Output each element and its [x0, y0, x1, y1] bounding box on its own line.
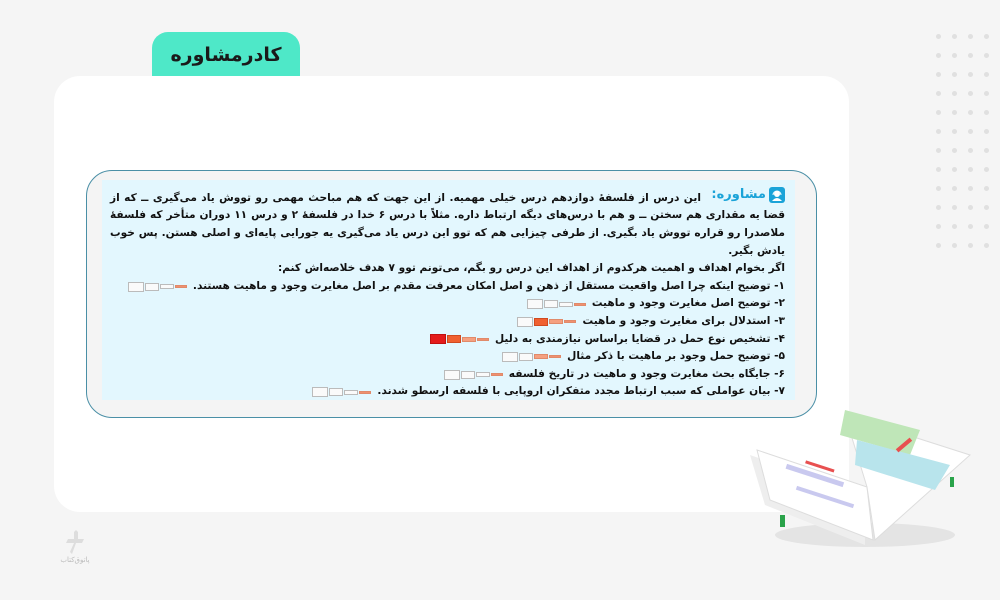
advisor-label: مشاوره: — [711, 187, 766, 202]
decorative-dot — [984, 167, 989, 172]
decorative-dot — [936, 224, 941, 229]
decorative-dot — [952, 186, 957, 191]
decorative-dot — [952, 91, 957, 96]
decorative-dot — [968, 167, 973, 172]
decorative-dot — [936, 129, 941, 134]
goal-item — [110, 383, 785, 401]
decorative-dot-grid — [936, 34, 1000, 248]
decorative-dot — [984, 243, 989, 248]
decorative-dot — [984, 205, 989, 210]
decorative-dot — [936, 110, 941, 115]
difficulty-meter-icon — [312, 387, 371, 397]
goal-text: ۱- توضیح اینکه چرا اصل واقعیت مستقل از ذهن و اصل امکان معرفت مقدم بر اصل مغایرت وجود و ماهیت هستند. — [192, 279, 785, 292]
goal-item — [110, 278, 785, 296]
goal-text: ۳- استدلال برای مغایرت وجود و ماهیت — [582, 314, 785, 327]
goal-item — [110, 295, 785, 313]
decorative-dot — [952, 205, 957, 210]
advisor-text: این درس از فلسفهٔ دوازدهم درس خیلی مهمیه. از این جهت که هم مباحث مهمی رو تووش یاد می‌گیری ــ که از قضا یه مقداری هم سختن ــ و هم با درس‌های دیگه ارتباط داره. مثلاً با درس ۶ خدا در فلسفهٔ ۲ و درس ۱۱ دوران متأخر که فلسفهٔ ملاصدرا رو قراره تووش یاد بگیری. از طرفی چیزایی هم که توو این درس یاد می‌گیری یه جورایی پایه‌ای و اصلی هستن. پس خوب یادش بگیر. — [110, 191, 786, 257]
decorative-dot — [968, 205, 973, 210]
goal-item — [110, 348, 785, 366]
decorative-dot — [984, 110, 989, 115]
decorative-dot — [936, 72, 941, 77]
decorative-dot — [936, 148, 941, 153]
goal-item — [110, 366, 785, 384]
decorative-dot — [952, 110, 957, 115]
decorative-dot — [952, 53, 957, 58]
decorative-dot — [952, 224, 957, 229]
decorative-dot — [968, 129, 973, 134]
decorative-dot — [952, 243, 957, 248]
decorative-dot — [984, 129, 989, 134]
difficulty-meter-icon — [444, 370, 503, 380]
difficulty-meter-icon — [527, 299, 586, 309]
decorative-dot — [936, 186, 941, 191]
decorative-dot — [952, 148, 957, 153]
decorative-dot — [984, 148, 989, 153]
decorative-dot — [968, 148, 973, 153]
difficulty-meter-icon — [430, 334, 489, 344]
decorative-dot — [952, 34, 957, 39]
advisor-box — [102, 180, 795, 400]
difficulty-meter-icon — [517, 317, 576, 327]
decorative-dot — [968, 53, 973, 58]
brand-logo — [55, 530, 95, 570]
decorative-dot — [952, 167, 957, 172]
difficulty-meter-icon — [502, 352, 561, 362]
decorative-dot — [936, 205, 941, 210]
decorative-dot — [968, 72, 973, 77]
decorative-dot — [984, 53, 989, 58]
goal-item — [110, 331, 785, 349]
headset-person-icon — [769, 187, 785, 203]
advisor-heading — [705, 186, 785, 204]
goal-text: ۴- تشخیص نوع حمل در قضایا براساس نیازمندی به دلیل — [494, 332, 785, 345]
section-tab-title: کادرمشاوره — [152, 32, 300, 78]
decorative-dot — [968, 34, 973, 39]
decorative-dot — [968, 110, 973, 115]
decorative-dot — [936, 34, 941, 39]
decorative-dot — [984, 186, 989, 191]
decorative-dot — [968, 243, 973, 248]
goal-item — [110, 313, 785, 331]
decorative-dot — [984, 34, 989, 39]
goals-list — [110, 278, 785, 401]
difficulty-meter-icon — [128, 282, 187, 292]
decorative-dot — [936, 243, 941, 248]
decorative-dot — [984, 224, 989, 229]
open-book-image — [745, 395, 980, 555]
goal-text: ۵- توضیح حمل وجود بر ماهیت با ذکر مثال — [567, 350, 785, 363]
goals-intro: اگر بخوام اهداف و اهمیت هرکدوم از اهداف این درس رو بگم، می‌تونم توو ۷ هدف خلاصه‌اش کنم: — [277, 262, 785, 275]
advisor-paragraph — [110, 186, 785, 260]
decorative-dot — [984, 72, 989, 77]
decorative-dot — [968, 91, 973, 96]
decorative-dot — [968, 224, 973, 229]
decorative-dot — [936, 167, 941, 172]
decorative-dot — [936, 91, 941, 96]
decorative-dot — [952, 129, 957, 134]
goal-text: ۷- بیان عواملی که سبب ارتباط مجدد متفکران اروپایی با فلسفه ارسطو شدند. — [377, 385, 785, 398]
decorative-dot — [984, 91, 989, 96]
brand-logo-icon — [64, 530, 86, 554]
goal-text: ۲- توضیح اصل مغایرت وجود و ماهیت — [591, 297, 785, 310]
decorative-dot — [936, 53, 941, 58]
decorative-dot — [968, 186, 973, 191]
goal-text: ۶- جایگاه بحث مغایرت وجود و ماهیت در تاریخ فلسفه — [508, 367, 785, 380]
decorative-dot — [952, 72, 957, 77]
brand-logo-text: پاتوق‌کتاب — [60, 556, 90, 564]
